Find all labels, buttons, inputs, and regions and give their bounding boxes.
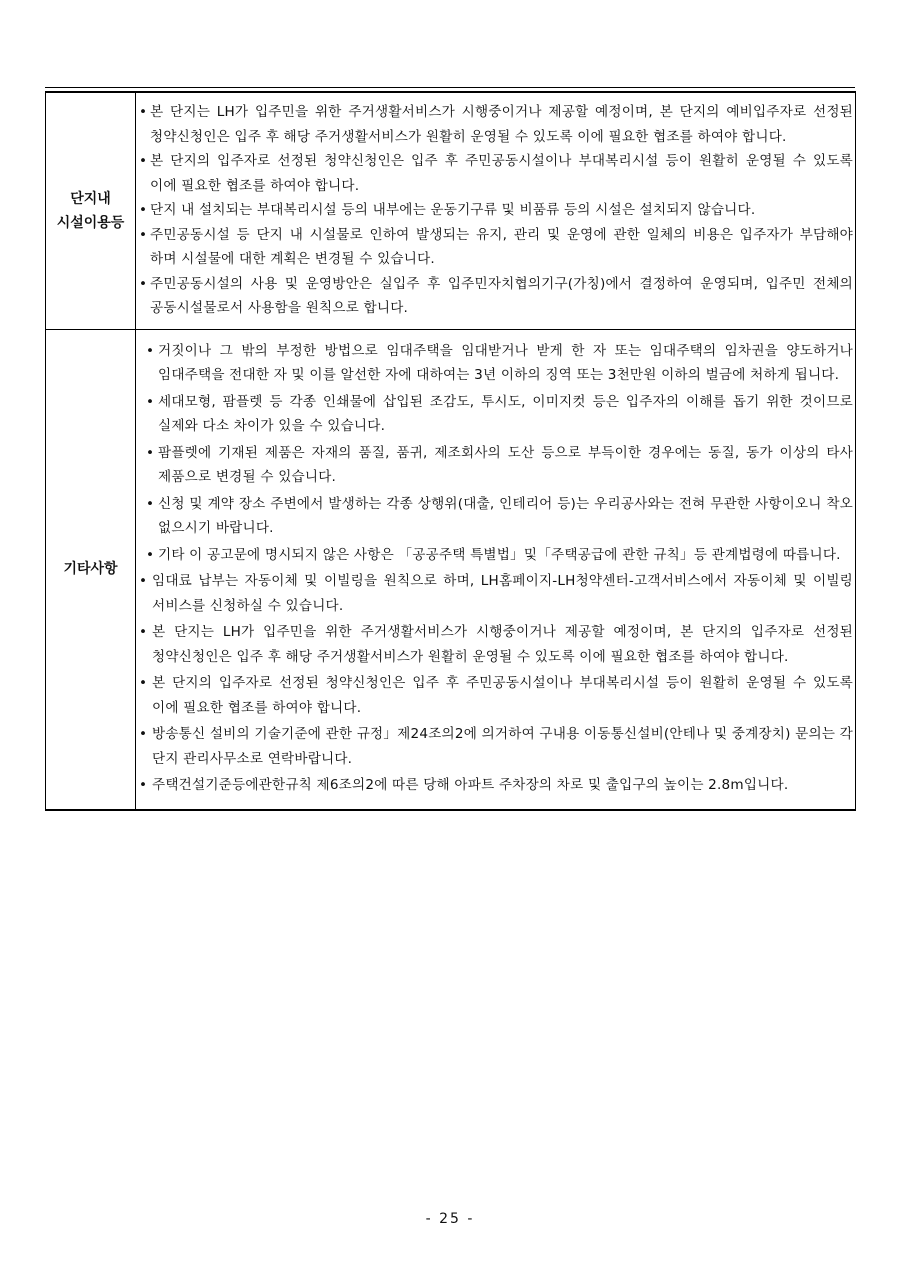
row-header-line: 기타사항: [63, 561, 118, 577]
bullet: •: [139, 675, 148, 691]
list-item-text: 주민공동시설 등 단지 내 시설물로 인하여 발생되는 유지, 관리 및 운영에 관한 일체의 비용은 입주자가 부담해야 하며 시설물에 대한 계획은 변경될 수 있습니다.: [150, 226, 853, 267]
bullet: •: [139, 726, 148, 742]
list-item: [138, 272, 853, 321]
notice-table: [45, 91, 856, 811]
list-item: [138, 722, 853, 771]
list-item-text: 팜플렛에 기재된 제품은 자재의 품질, 품귀, 제조회사의 도산 등으로 부득이한 경우에는 동질, 동가 이상의 타사 제품으로 변경될 수 있습니다.: [158, 444, 853, 485]
list-item-text: 신청 및 계약 장소 주변에서 발생하는 각종 상행위(대출, 인테리어 등)는 우리공사와는 전혀 무관한 사항이오니 착오 없으시기 바랍니다.: [158, 495, 853, 536]
list-item: [138, 620, 853, 669]
list-item-text: 본 단지는 LH가 입주민을 위한 주거생활서비스가 시행중이거나 제공할 예정이며, 본 단지의 입주자로 선정된 청약신청인은 입주 후 해당 주거생활서비스가 원활히 운영될 수 있도록 이에 필요한 협조를 하여야 합니다.: [152, 624, 853, 665]
bullet: •: [139, 777, 148, 793]
list-item: [138, 671, 853, 720]
top-rule: [45, 87, 855, 88]
row-header-facilities: [46, 92, 136, 329]
list-item-text: 기타 이 공고문에 명시되지 않은 사항은 「공공주택 특별법」및「주택공급에 관한 규칙」등 관계법령에 따릅니다.: [158, 546, 841, 563]
list-item: [138, 100, 853, 149]
page-number: - 25 -: [425, 1211, 475, 1227]
bullet: •: [139, 624, 148, 640]
bullet: •: [139, 275, 148, 292]
row-content-facilities: [136, 92, 856, 329]
list-item-text: 방송통신 설비의 기술기준에 관한 규정」제24조의2에 의거하여 구내용 이동통신설비(안테나 및 중계장치) 문의는 각 단지 관리사무소로 연락바랍니다.: [152, 726, 853, 767]
row-header-other: [46, 329, 136, 810]
bullet: •: [146, 546, 155, 563]
bullet: •: [146, 495, 155, 512]
list-item: [138, 441, 853, 490]
list-item-text: 거짓이나 그 밖의 부정한 방법으로 임대주택을 임대받거나 받게 한 자 또는 임대주택의 임차권을 양도하거나 임대주택을 전대한 자 및 이를 알선한 자에 대하여는 3년 이하의 징역 또는 3천만원 이하의 벌금에 처하게 됩니다.: [158, 342, 853, 383]
list-item-text: 본 단지의 입주자로 선정된 청약신청인은 입주 후 주민공동시설이나 부대복리시설 등이 원활히 운영될 수 있도록 이에 필요한 협조를 하여야 합니다.: [152, 675, 853, 716]
bullet: •: [139, 202, 148, 218]
list-item: [138, 339, 853, 388]
bullet: •: [146, 393, 155, 410]
bullet: •: [139, 226, 148, 243]
list-item: [138, 569, 853, 618]
row-header-line: 단지내: [70, 190, 111, 207]
list-item-text: 단지 내 설치되는 부대복리시설 등의 내부에는 운동기구류 및 비품류 등의 시설은 설치되지 않습니다.: [150, 202, 756, 218]
bullet: •: [139, 153, 148, 169]
list-item: [138, 492, 853, 541]
list-item: [138, 390, 853, 439]
row-content-other: [136, 329, 856, 810]
bullet: •: [139, 573, 148, 589]
list-item: [138, 149, 853, 198]
list-item-text: 본 단지는 LH가 입주민을 위한 주거생활서비스가 시행중이거나 제공할 예정이며, 본 단지의 예비입주자로 선정된 청약신청인은 입주 후 해당 주거생활서비스가 원활히 운영될 수 있도록 이에 필요한 협조를 하여야 합니다.: [150, 104, 853, 145]
list-item: [138, 543, 853, 568]
list-item: [138, 198, 853, 223]
bullet: •: [146, 342, 155, 359]
list-item-text: 임대료 납부는 자동이체 및 이빌링을 원칙으로 하며, LH홈페이지-LH청약센터-고객서비스에서 자동이체 및 이빌링 서비스를 신청하실 수 있습니다.: [152, 573, 853, 614]
bullet: •: [146, 444, 155, 461]
list-item: [138, 223, 853, 272]
bullet: •: [139, 104, 148, 120]
list-item-text: 본 단지의 입주자로 선정된 청약신청인은 입주 후 주민공동시설이나 부대복리시설 등이 원활히 운영될 수 있도록 이에 필요한 협조를 하여야 합니다.: [150, 153, 853, 194]
list-item-text: 주택건설기준등에관한규칙 제6조의2에 따른 당해 아파트 주차장의 차로 및 출입구의 높이는 2.8m입니다.: [152, 777, 789, 793]
list-item-text: 주민공동시설의 사용 및 운영방안은 실입주 후 입주민자치협의기구(가칭)에서 결정하여 운영되며, 입주민 전체의 공동시설물로서 사용함을 원칙으로 합니다.: [150, 275, 853, 316]
list-item: [138, 773, 853, 798]
row-header-line: 시설이용등: [56, 214, 125, 231]
list-item-text: 세대모형, 팜플렛 등 각종 인쇄물에 삽입된 조감도, 투시도, 이미지컷 등은 입주자의 이해를 돕기 위한 것이므로 실제와 다소 차이가 있을 수 있습니다.: [158, 393, 853, 434]
table-row: [46, 329, 856, 810]
table-row: [46, 92, 856, 329]
